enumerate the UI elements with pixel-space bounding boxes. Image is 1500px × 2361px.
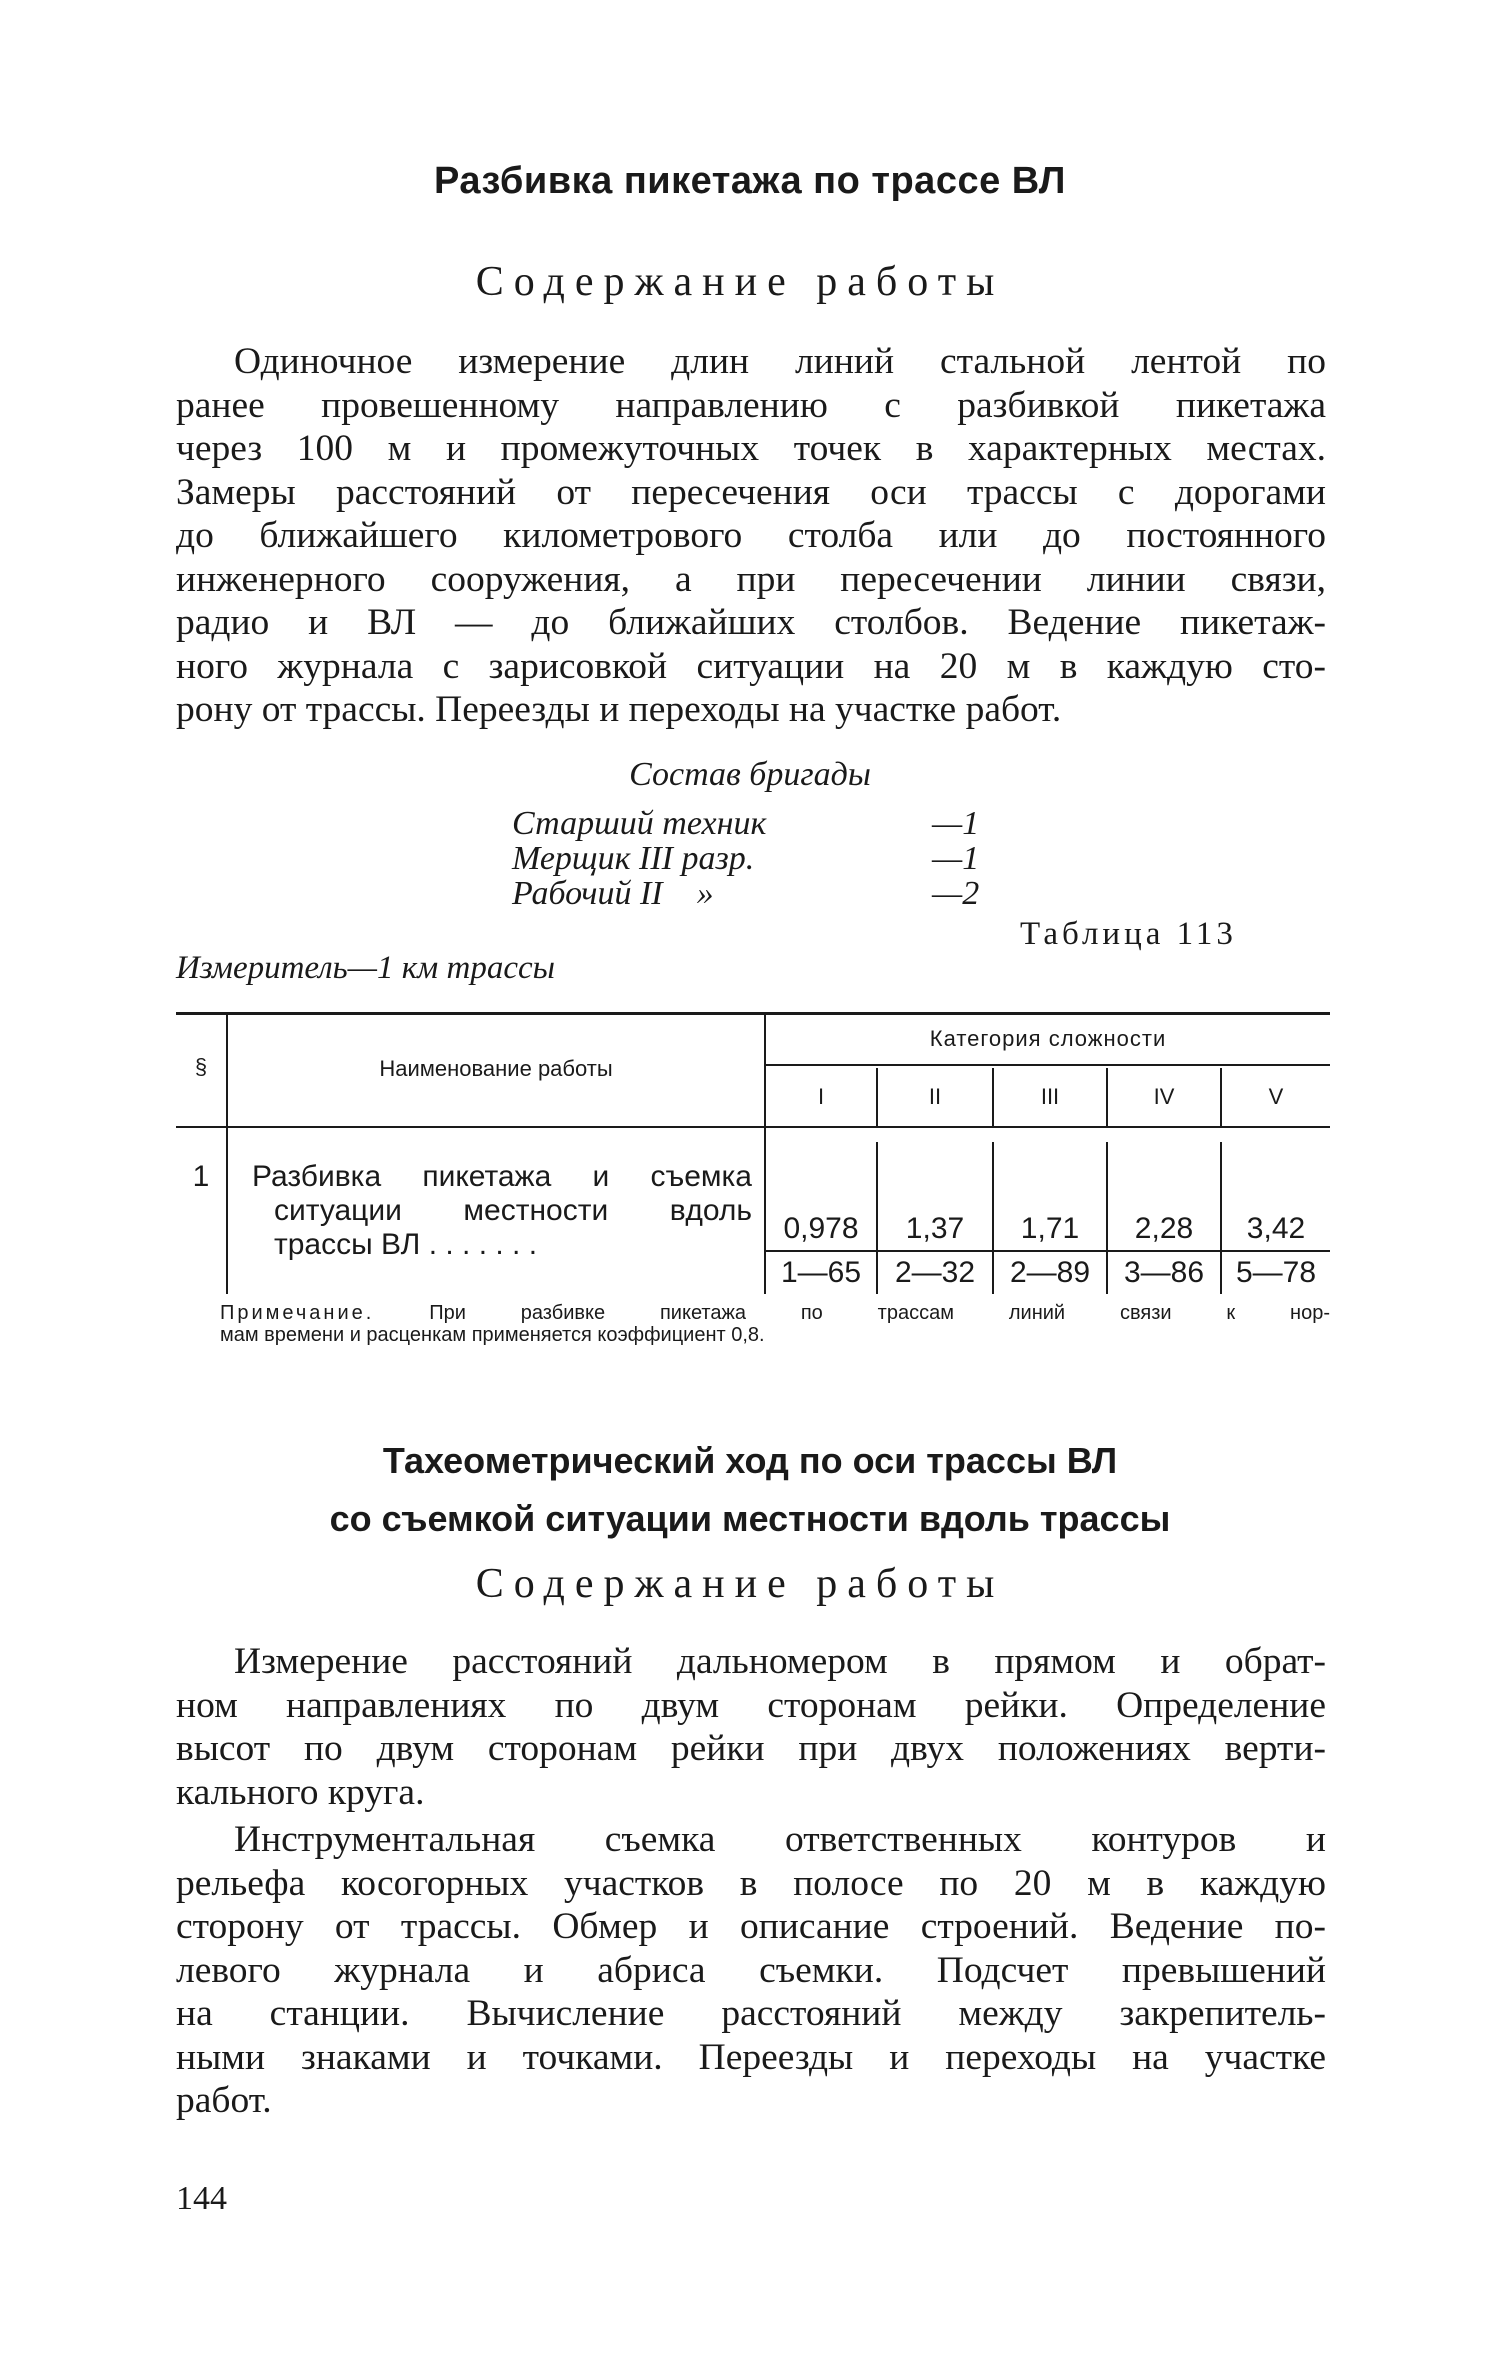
category-label: V: [1268, 1084, 1284, 1109]
paragraph-line: на станции. Вычисление расстояний между закрепитель-: [176, 1993, 1326, 2034]
header-para: §: [194, 1054, 208, 1079]
price-value: 3—86: [1123, 1256, 1205, 1289]
unit-label: Измеритель—1 км трассы: [176, 950, 555, 986]
paragraph-line: до ближайшего километрового столба или до постоянного: [176, 515, 1326, 556]
brigade-count: —1: [932, 840, 980, 877]
fraction-rule: [766, 1250, 1330, 1252]
header-bottom-rule: [176, 1126, 1330, 1128]
section2-paragraph2: [176, 1818, 1326, 2123]
norm-value: 1,37: [905, 1212, 965, 1245]
price-value: 5—78: [1235, 1256, 1317, 1289]
note-label: Примечание.: [220, 1302, 375, 1324]
paragraph-line: Замеры расстояний от пересечения оси трассы с дорогами: [176, 471, 1326, 513]
norm-value: 1,71: [1020, 1212, 1080, 1245]
table-note: [220, 1302, 1330, 1346]
paragraph-line: рельефа косогорных участков в полосе по 20 м в каждую: [176, 1862, 1326, 1904]
paragraph-line: ного журнала с зарисовкой ситуации на 20 м в каждую сто-: [176, 645, 1326, 687]
work-name-line: трассы ВЛ . . . . . . .: [274, 1228, 538, 1261]
header-name: Наименование работы: [379, 1056, 613, 1081]
work-name-line: ситуации местности вдоль: [274, 1194, 752, 1227]
table-number: Таблица 113: [1020, 916, 1237, 952]
paragraph-line: Инструментальная съемка ответственных контуров и: [234, 1819, 1326, 1860]
col-divider: [226, 1012, 228, 1294]
paragraph-line: работ.: [176, 2080, 272, 2121]
page-number: 144: [176, 2180, 227, 2217]
paragraph-line: кального круга.: [176, 1771, 425, 1813]
norm-value: 2,28: [1134, 1212, 1194, 1245]
brigade-role: Старший техник: [512, 805, 767, 842]
brigade-row: [512, 806, 1012, 841]
paragraph-line: ном направлениях по двум сторонам рейки. Определение: [176, 1684, 1326, 1726]
category-label: I: [817, 1084, 825, 1109]
paragraph-line: ными знаками и точками. Переезды и переходы на участке: [176, 2036, 1326, 2078]
row-number: 1: [192, 1160, 210, 1193]
paragraph-line: инженерного сооружения, а при пересечении линии связи,: [176, 558, 1326, 600]
paragraph-line: сторону от трассы. Обмер и описание строений. Ведение по-: [176, 1906, 1326, 1947]
price-value: 1—65: [780, 1256, 862, 1289]
price-value: 2—32: [894, 1256, 976, 1289]
section2-subheading: Содержание работы: [475, 1561, 1005, 1607]
brigade-count: —2: [932, 875, 980, 912]
norm-value: 3,42: [1246, 1212, 1306, 1245]
section2-title-line: со съемкой ситуации местности вдоль трассы: [329, 1498, 1171, 1539]
brigade-row: [512, 876, 1012, 911]
norms-table: [176, 1012, 1330, 1294]
paragraph-line: Измерение расстояний дальномером в прямом и обрат-: [234, 1641, 1326, 1682]
work-name-line: Разбивка пикетажа и съемка: [252, 1160, 752, 1193]
brigade-role: Рабочий II »: [512, 875, 714, 912]
norm-value: 0,978: [783, 1212, 859, 1245]
note-line: [220, 1302, 1330, 1324]
paragraph-line: радио и ВЛ — до ближайших столбов. Ведение пикетаж-: [176, 602, 1326, 643]
category-label: IV: [1153, 1084, 1175, 1109]
brigade-row: [512, 841, 1012, 876]
brigade-count: —1: [932, 805, 980, 842]
paragraph-line: ранее провешенному направлению с разбивкой пикетажа: [176, 384, 1326, 426]
note-text: При разбивке пикетажа по трассам линий связи к нор-: [429, 1302, 1331, 1324]
price-value: 2—89: [1009, 1256, 1091, 1289]
paragraph-line: рону от трассы. Переезды и переходы на участке работ.: [176, 689, 1062, 730]
col-divider: [764, 1012, 766, 1294]
brigade-role: Мерщик III разр.: [512, 840, 755, 877]
category-label: II: [928, 1084, 942, 1109]
section2-paragraph1: [176, 1640, 1326, 1814]
note-line: мам времени и расценкам применяется коэффициент 0,8.: [220, 1324, 765, 1346]
brigade-list: [512, 806, 1012, 911]
brigade-heading: Состав бригады: [629, 756, 871, 793]
section2-title: [0, 1432, 1500, 1548]
section1-subheading: Содержание работы: [475, 259, 1005, 305]
table-top-rule: [176, 1012, 1330, 1015]
paragraph-line: через 100 м и промежуточных точек в характерных местах.: [176, 428, 1326, 469]
header-category: Категория сложности: [929, 1026, 1167, 1051]
section2-title-line: Тахеометрический ход по оси трассы ВЛ: [382, 1440, 1118, 1481]
section1-paragraph: [176, 340, 1326, 732]
category-rule: [766, 1064, 1330, 1066]
category-label: III: [1040, 1084, 1060, 1109]
paragraph-line: Одиночное измерение длин линий стальной лентой по: [234, 341, 1326, 382]
paragraph-line: высот по двум сторонам рейки при двух положениях верти-: [176, 1728, 1326, 1769]
paragraph-line: левого журнала и абриса съемки. Подсчет превышений: [176, 1949, 1326, 1991]
section1-title: Разбивка пикетажа по трассе ВЛ: [434, 160, 1066, 202]
